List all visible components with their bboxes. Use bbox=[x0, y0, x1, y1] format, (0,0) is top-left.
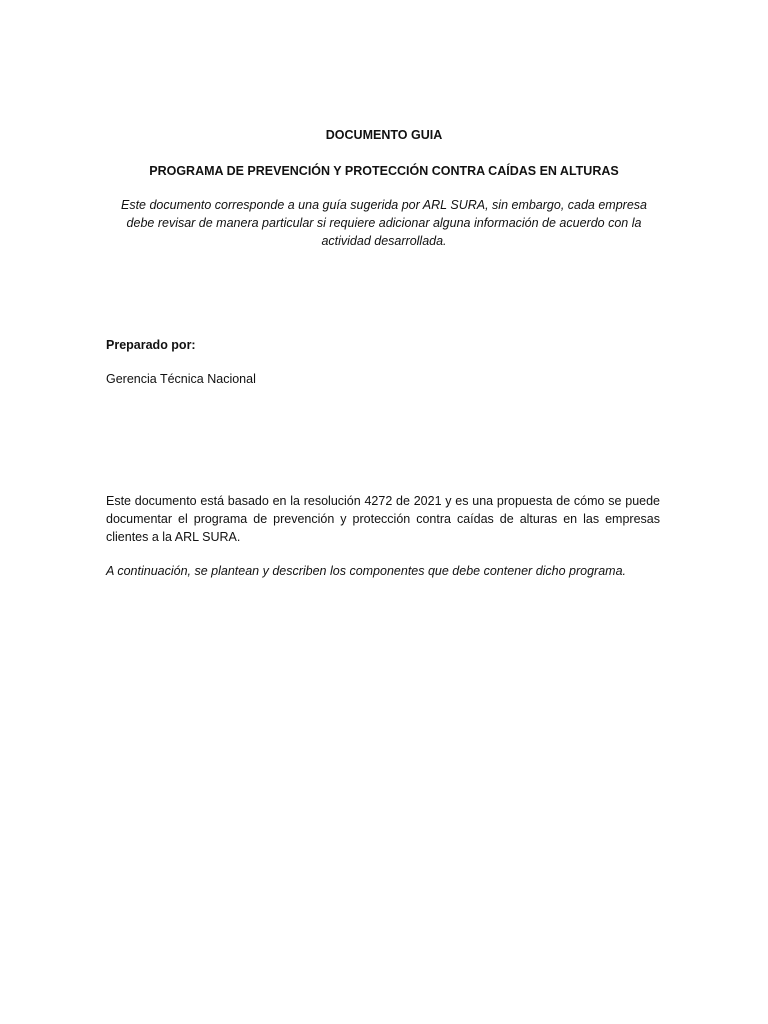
prepared-by-label: Preparado por: bbox=[106, 338, 196, 352]
prepared-by-value: Gerencia Técnica Nacional bbox=[106, 372, 256, 386]
program-title: PROGRAMA DE PREVENCIÓN Y PROTECCIÓN CONTRA CAÍDAS EN ALTURAS bbox=[149, 164, 619, 178]
intro-note: Este documento corresponde a una guía sugerida por ARL SURA, sin embargo, cada empresa debe revisar de manera particular si requiere adicionar alguna información de acuerdo con la actividad desarrollada. bbox=[120, 198, 647, 248]
continuation-note: A continuación, se plantean y describen los componentes que debe contener dicho programa. bbox=[106, 564, 627, 578]
basis-paragraph: Este documento está basado en la resolución 4272 de 2021 y es una propuesta de cómo se puede documentar el programa de prevención y protección contra caídas de alturas en las empresas clientes a la ARL SURA. bbox=[106, 494, 660, 544]
document-title: DOCUMENTO GUIA bbox=[325, 128, 443, 142]
